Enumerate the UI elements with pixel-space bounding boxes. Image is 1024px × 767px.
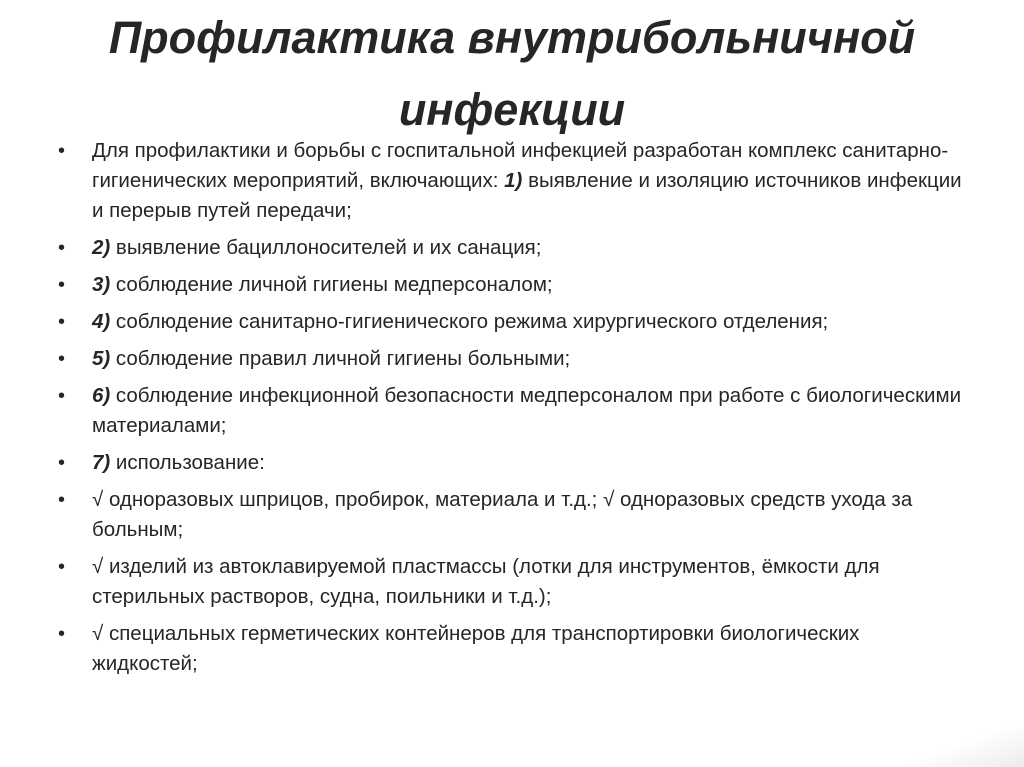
list-item — [58, 448, 968, 478]
bullet-icon: • — [58, 348, 66, 370]
item-number: 7) — [92, 451, 111, 474]
list-item — [58, 270, 968, 300]
bullet-list — [58, 136, 968, 686]
list-item — [58, 307, 968, 337]
item-number: 5) — [92, 347, 111, 370]
item-text: соблюдение личной гигиены медперсоналом; — [110, 273, 553, 296]
item-text: соблюдение санитарно-гигиенического режима хирургического отделения; — [110, 310, 829, 333]
item-number: 2) — [92, 236, 111, 259]
list-item — [58, 233, 968, 263]
bullet-icon: • — [58, 452, 66, 474]
item-text: √ одноразовых шприцов, пробирок, материала и т.д.; √ одноразовых средств ухода за больным; — [92, 488, 913, 541]
list-item — [58, 136, 968, 226]
bullet-icon: • — [58, 311, 66, 333]
bullet-icon: • — [58, 556, 66, 578]
list-item — [58, 485, 968, 545]
bullet-icon: • — [58, 237, 66, 259]
item-number: 1) — [504, 169, 523, 192]
item-text: выявление и изоляцию источников инфекции и перерыв путей передачи; — [92, 169, 962, 222]
item-text: √ специальных герметических контейнеров для транспортировки биологических жидкостей; — [92, 622, 860, 675]
item-text: использование: — [110, 451, 265, 474]
list-item — [58, 381, 968, 441]
slide-title: Профилактика внутрибольничной инфекции — [108, 12, 916, 135]
list-item — [58, 619, 968, 679]
bullet-icon: • — [58, 274, 66, 296]
item-number: 3) — [92, 273, 111, 296]
item-text: соблюдение инфекционной безопасности медперсоналом при работе с биологическими материалами; — [92, 384, 962, 437]
bullet-icon: • — [58, 623, 66, 645]
bullet-icon: • — [58, 140, 66, 162]
bullet-icon: • — [58, 385, 66, 407]
item-number: 6) — [92, 384, 111, 407]
list-item — [58, 552, 968, 612]
list-item — [58, 344, 968, 374]
item-text: соблюдение правил личной гигиены больными; — [110, 347, 571, 370]
item-text: выявление бациллоносителей и их санация; — [110, 236, 542, 259]
item-number: 4) — [92, 310, 111, 333]
item-prefix: Для профилактики и борьбы с госпитальной инфекцией разработан комплекс санитарно-гигиенических мероприятий, включающих: — [92, 139, 949, 192]
item-text: √ изделий из автоклавируемой пластмассы (лотки для инструментов, ёмкости для стерильных растворов, судна, поильники и т.д.); — [92, 555, 880, 608]
bullet-icon: • — [58, 489, 66, 511]
